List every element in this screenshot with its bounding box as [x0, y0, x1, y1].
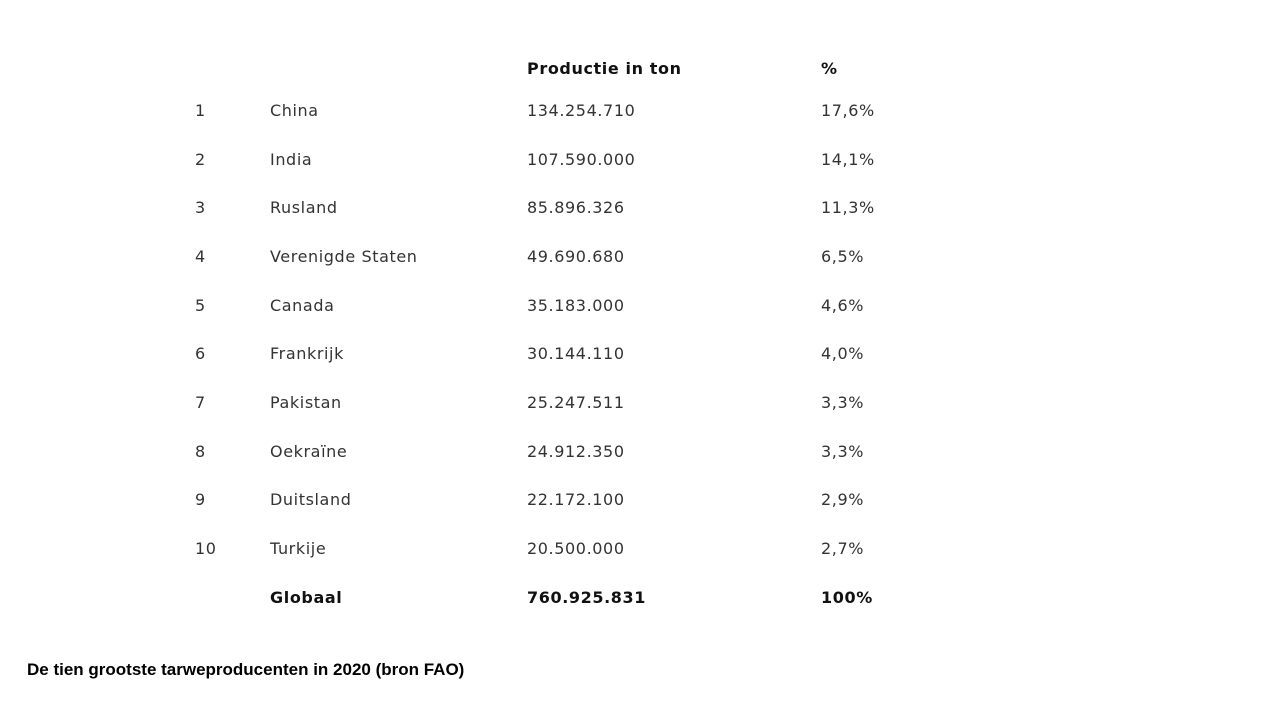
percent-cell: 4,6% [821, 296, 865, 315]
percent-cell: 3,3% [821, 393, 865, 412]
country-cell: Pakistan [270, 393, 342, 412]
header-percent: % [821, 59, 838, 78]
table-row [0, 537, 1280, 561]
country-cell: China [270, 101, 319, 120]
rank-cell: 2 [195, 150, 206, 169]
country-cell: Oekraïne [270, 442, 348, 461]
percent-cell: 3,3% [821, 442, 865, 461]
production-cell: 35.183.000 [527, 296, 625, 315]
rank-cell: 1 [195, 101, 206, 120]
production-cell: 49.690.680 [527, 247, 625, 266]
percent-cell: 11,3% [821, 198, 875, 217]
country-cell: Frankrijk [270, 344, 344, 363]
total-production: 760.925.831 [527, 588, 646, 607]
header-production: Productie in ton [527, 59, 682, 78]
production-cell: 20.500.000 [527, 539, 625, 558]
table-row [0, 294, 1280, 318]
rank-cell: 6 [195, 344, 206, 363]
production-cell: 30.144.110 [527, 344, 625, 363]
rank-cell: 7 [195, 393, 206, 412]
percent-cell: 17,6% [821, 101, 875, 120]
country-cell: Rusland [270, 198, 338, 217]
country-cell: Turkije [270, 539, 327, 558]
rank-cell: 5 [195, 296, 206, 315]
table-row [0, 342, 1280, 366]
table-row [0, 440, 1280, 464]
production-cell: 134.254.710 [527, 101, 636, 120]
rank-cell: 10 [195, 539, 217, 558]
percent-cell: 6,5% [821, 247, 865, 266]
percent-cell: 4,0% [821, 344, 865, 363]
production-cell: 22.172.100 [527, 490, 625, 509]
caption: De tien grootste tarweproducenten in 2020 (bron FAO) [27, 660, 465, 679]
country-cell: Duitsland [270, 490, 352, 509]
table-row [0, 488, 1280, 512]
table-row [0, 148, 1280, 172]
percent-cell: 2,9% [821, 490, 865, 509]
total-row [0, 586, 1280, 610]
rank-cell: 3 [195, 198, 206, 217]
total-percent: 100% [821, 588, 873, 607]
table-row [0, 245, 1280, 269]
rank-cell: 8 [195, 442, 206, 461]
production-cell: 25.247.511 [527, 393, 625, 412]
country-cell: India [270, 150, 313, 169]
percent-cell: 14,1% [821, 150, 875, 169]
total-label: Globaal [270, 588, 343, 607]
production-cell: 24.912.350 [527, 442, 625, 461]
table-row [0, 391, 1280, 415]
table-header [0, 57, 1280, 81]
rank-cell: 9 [195, 490, 206, 509]
country-cell: Canada [270, 296, 335, 315]
rank-cell: 4 [195, 247, 206, 266]
production-cell: 85.896.326 [527, 198, 625, 217]
table-row [0, 99, 1280, 123]
percent-cell: 2,7% [821, 539, 865, 558]
table-row [0, 196, 1280, 220]
production-cell: 107.590.000 [527, 150, 636, 169]
country-cell: Verenigde Staten [270, 247, 418, 266]
